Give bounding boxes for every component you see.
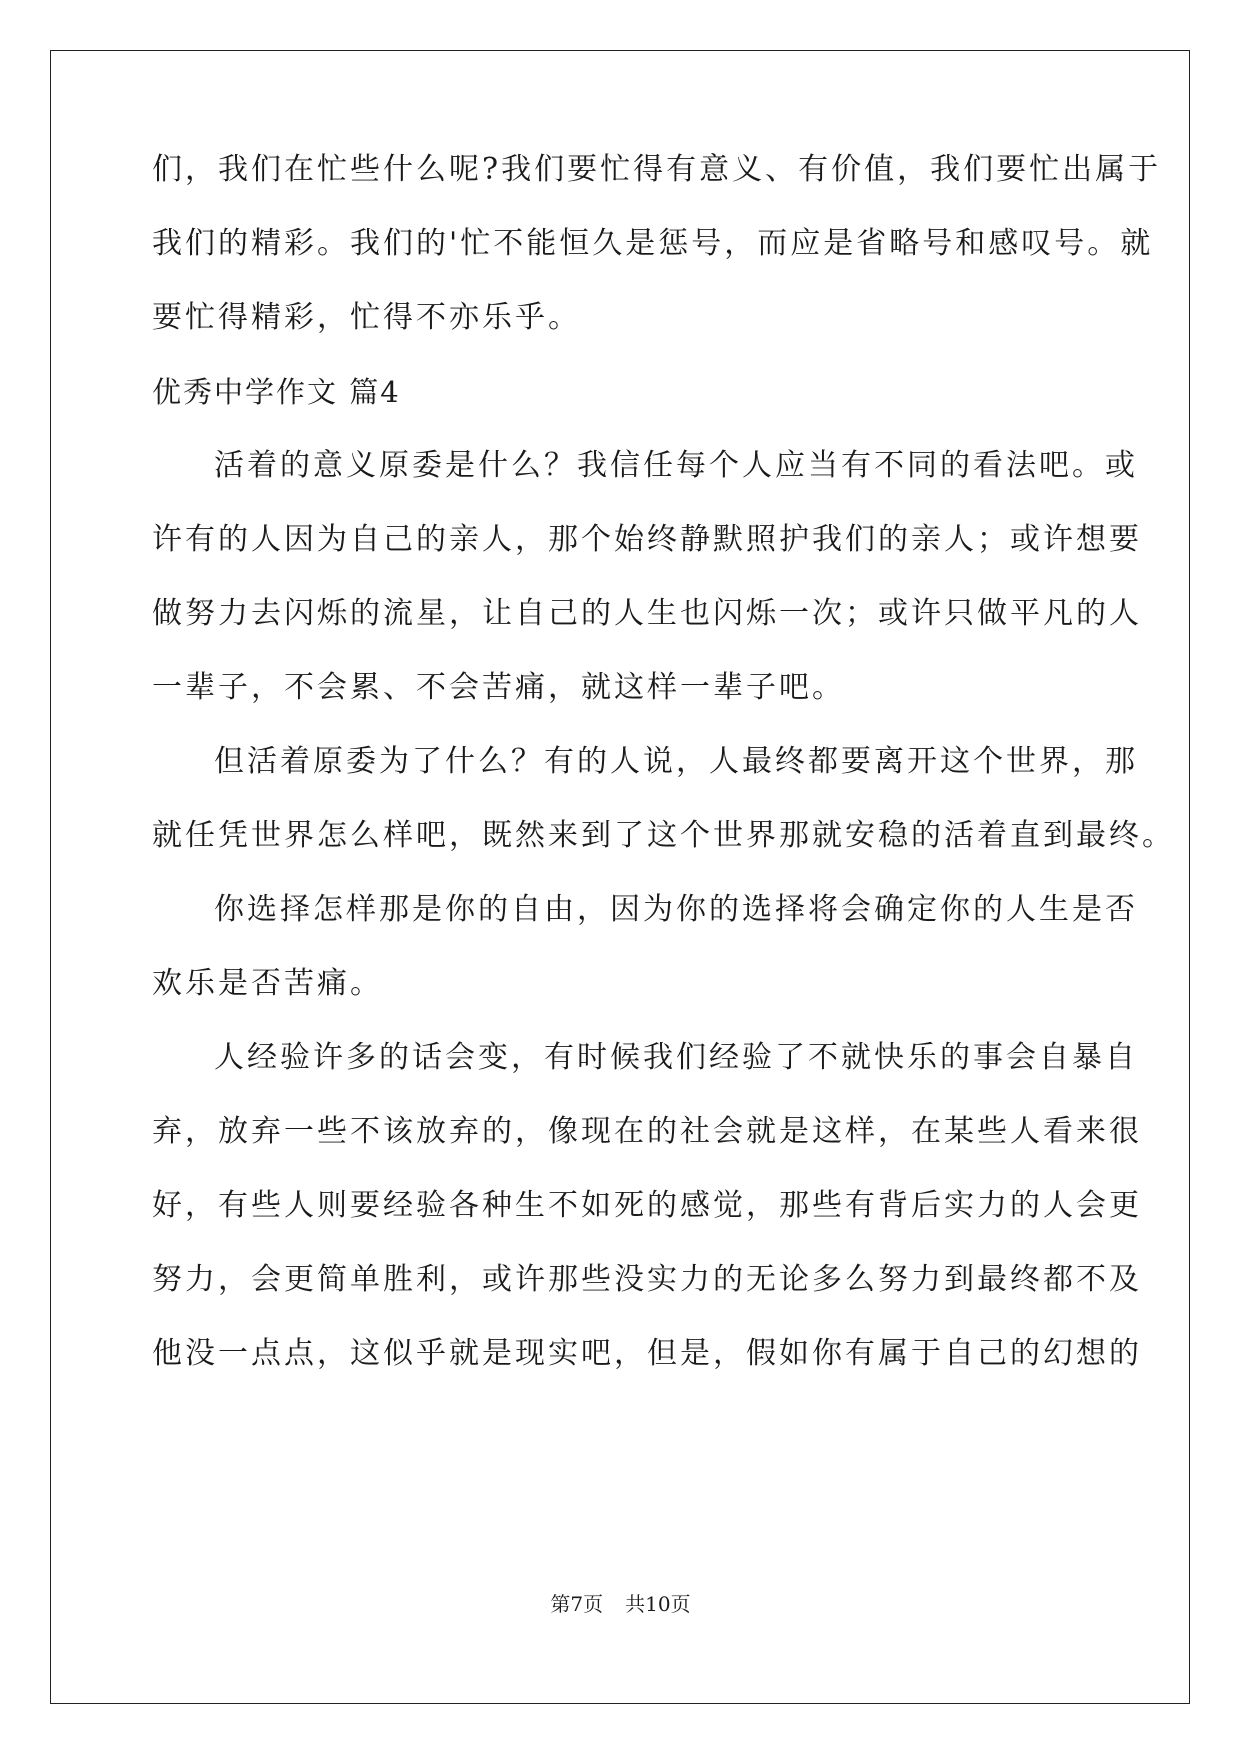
text-line: 努力，会更简单胜利，或许那些没实力的无论多么努力到最终都不及 — [152, 1262, 1142, 1297]
text-line: 就任凭世界怎么样吧，既然来到了这个世界那就安稳的活着直到最终。 — [152, 818, 1175, 853]
text-line: 他没一点点，这似乎就是现实吧，但是，假如你有属于自己的幻想的 — [152, 1336, 1142, 1371]
text-line: 一辈子，不会累、不会苦痛，就这样一辈子吧。 — [152, 670, 845, 705]
text-line: 人经验许多的话会变，有时候我们经验了不就快乐的事会自暴自 — [214, 1040, 1138, 1075]
text-line: 我们的精彩。我们的'忙不能恒久是惩号，而应是省略号和感叹号。就 — [152, 226, 1154, 261]
text-line: 做努力去闪烁的流星，让自己的人生也闪烁一次；或许只做平凡的人 — [152, 596, 1142, 631]
page-footer — [0, 1591, 1241, 1617]
text-line: 你选择怎样那是你的自由，因为你的选择将会确定你的人生是否 — [214, 892, 1138, 927]
text-line: 许有的人因为自己的亲人，那个始终静默照护我们的亲人；或许想要 — [152, 522, 1142, 557]
text-line: 好，有些人则要经验各种生不如死的感觉，那些有背后实力的人会更 — [152, 1188, 1142, 1223]
text-line: 们，我们在忙些什么呢?我们要忙得有意义、有价值，我们要忙出属于 — [152, 152, 1162, 187]
page-total: 共10页 — [625, 1592, 691, 1616]
text-line: 欢乐是否苦痛。 — [152, 966, 383, 1001]
text-line: 弃，放弃一些不该放弃的，像现在的社会就是这样，在某些人看来很 — [152, 1114, 1142, 1149]
page-number: 第7页 — [550, 1592, 604, 1616]
text-line: 要忙得精彩，忙得不亦乐乎。 — [152, 300, 581, 335]
text-line: 活着的意义原委是什么？我信任每个人应当有不同的看法吧。或 — [214, 448, 1138, 483]
section-heading: 优秀中学作文 篇4 — [152, 375, 401, 409]
text-line: 但活着原委为了什么？有的人说，人最终都要离开这个世界，那 — [214, 744, 1138, 779]
